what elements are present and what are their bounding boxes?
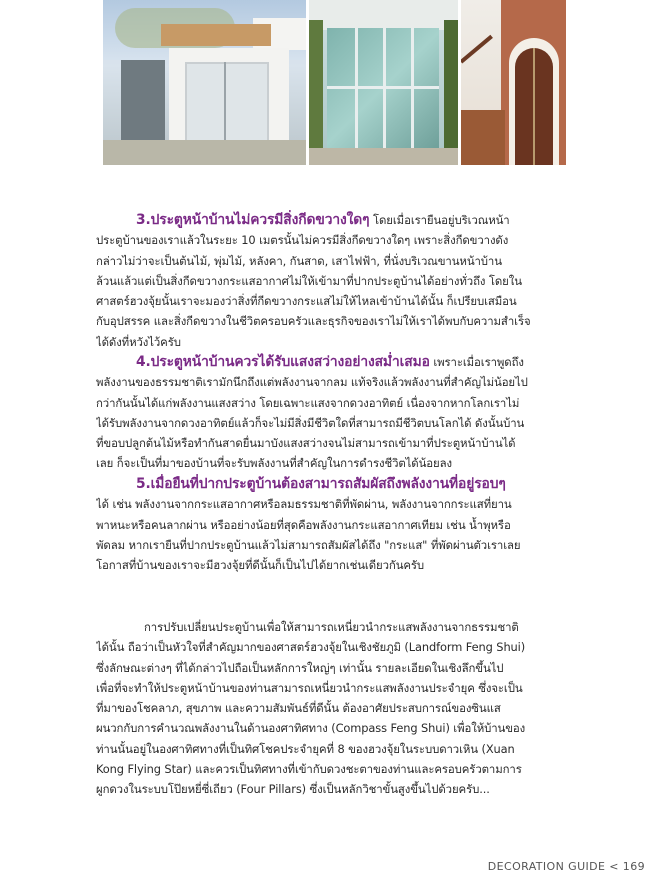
text-line: กล่าวไม่ว่าจะเป็นต้นไม้, พุ่มไม้, หลังคา, กันสาด, เสาไฟฟ้า, ที่นั่งบริเวณขานหน้าบ้าน [96, 253, 502, 268]
text-line: เพราะเมื่อเราพูดถึง [433, 355, 524, 369]
heading-5: 5.เมื่อยืนที่ปากประตูบ้านต้องสามารถสัมผัสถึงพลังงานที่อยู่รอบๆ [136, 476, 506, 492]
text-line: กว่ากันนั้นได้แก่พลังงานแสงสว่าง โดยเฉพาะแสงจากดวงอาทิตย์ เนื่องจากหากโลกเราไม่ [96, 395, 520, 410]
text-line: ท่านนั้นอยู่ในองศาทิศทางที่เป็นทิศโชคประจำยุคที่ 8 ของฮวงจุ้ยในระบบดาวเหิน (Xuan [96, 741, 515, 756]
text-line: ประตูบ้านของเราแล้วในระยะ 10 เมตรนั้นไม่ควรมีสิ่งกีดขวางใดๆ เพราะสิ่งกีดขวางดัง [96, 233, 509, 248]
text-line: ได้ เช่น พลังงานจากกระแสอากาศหรือลมธรรมชาติที่พัดผ่าน, พลังงานจากกระแสที่ยาน [96, 497, 512, 512]
text-line: ได้นั้น ถือว่าเป็นหัวใจที่สำคัญมากของศาสตร์ฮวงจุ้ยในเชิงชัยภูมิ (Landform Feng Shui) [96, 640, 526, 655]
text-line: พัดลม หากเรายืนที่ปากประตูบ้านแล้วไม่สามารถสัมผัสได้ถึง "กระแส" ที่พัดผ่านตัวเราเลย [96, 537, 521, 552]
paragraph-3 [96, 210, 570, 352]
text-line: กับอุปสรรค และสิ่งกีดขวางในชีวิตครอบครัวและธุรกิจของเราไม่ให้เราได้พบกับความสำเร็จ [96, 314, 531, 329]
text-line: ผนวกกับการคำนวณพลังงานในด้านองศาทิศทาง (Compass Feng Shui) เพื่อให้บ้านของ [96, 721, 526, 736]
text-line: โอกาสที่บ้านของเราจะมีฮวงจุ้ยที่ดีนั้นก็เป็นไปได้ยากเช่นเดียวกันครับ [96, 558, 425, 573]
photo-glass-facade-entrance [309, 0, 458, 165]
paragraph-5 [96, 474, 570, 575]
page-footer: DECORATION GUIDE < 169 [487, 860, 645, 873]
text-line: ผูกดวงในระบบโป๊ยหยี่ซี่เถียว (Four Pillars) ซึ่งเป็นหลักวิชาขั้นสูงขึ้นไปด้วยครับ... [96, 782, 490, 797]
text-line: Kong Flying Star) และควรเป็นทิศทางที่เข้ากับดวงชะตาของท่านและครอบครัวตามการ [96, 762, 522, 777]
photo-modern-house-entrance [103, 0, 306, 165]
heading-4: 4.ประตูหน้าบ้านควรได้รับแสงสว่างอย่างสม่ำเสมอ [136, 354, 430, 370]
text-line: ได้รับพลังงานจากดวงอาทิตย์แล้วก็จะไม่มีสิ่งมีชีวิตใดที่สามารถมีชีวิตบนโลกได้ ดังนั้นบ้าน [96, 415, 525, 430]
text-line: โดยเมื่อเรายืนอยู่บริเวณหน้า [372, 213, 510, 227]
text-line: ล้วนแล้วแต่เป็นสิ่งกีดขวางกระแสอากาศไม่ให้เข้ามาที่ปากประตูบ้านได้อย่างทั่วถึง โดยใน [96, 273, 522, 288]
text-line: เพื่อที่จะทำให้ประตูหน้าบ้านของท่านสามารถเหนี่ยวนำกระแสพลังงานประจำยุค ซึ่งจะเป็น [96, 680, 523, 695]
photo-wooden-door-staircase [461, 0, 566, 165]
text-line: พาหนะหรือคนลากผ่าน หรืออย่างน้อยที่สุดคือพลังงานกระแสอากาศเทียม เช่น น้ำพุหรือ [96, 517, 511, 532]
text-line: ที่มาของโชคลาภ, สุขภาพ และความสัมพันธ์ที่ดีนั้น ต้องอาศัยประสบการณ์ของซินแส [96, 701, 501, 716]
text-line: ศาสตร์ฮวงจุ้ยนั้นเราจะมองว่าสิ่งที่กีดขวางกระแสไม่ให้ไหลเข้าบ้านได้นั้น ก็เปรียบเสมือน [96, 294, 517, 309]
text-line: ได้ดังที่หวังไว้ครับ [96, 334, 181, 349]
text-line: การปรับเปลี่ยนประตูบ้านเพื่อให้สามารถเหนี่ยวนำกระแสพลังงานจากธรรมชาติ [144, 620, 519, 634]
paragraph-4 [96, 352, 570, 474]
text-line: ที่ขอบปลูกต้นไม้หรือทำกันสาดยื่นมาบังแสงสว่างจนไม่สามารถเข้ามาที่ประตูหน้าบ้านได้ [96, 436, 516, 451]
text-line: พลังงานของธรรมชาติเรามักนึกถึงแต่พลังงานจากลม แท้จริงแล้วพลังงานที่สำคัญไม่น้อยไป [96, 375, 528, 390]
paragraph-6 [96, 617, 570, 800]
heading-3: 3.ประตูหน้าบ้านไม่ควรมีสิ่งกีดขวางใดๆ [136, 212, 370, 228]
text-line: เลย ก็จะเป็นที่มาของบ้านที่จะรับพลังงานที่สำคัญในการดำรงชีวิตได้น้อยลง [96, 456, 452, 471]
text-line: ซึ่งลักษณะต่างๆ ที่ได้กล่าวไปถือเป็นหลักการใหญ่ๆ เท่านั้น รายละเอียดในเชิงลึกขึ้นไป [96, 660, 504, 675]
